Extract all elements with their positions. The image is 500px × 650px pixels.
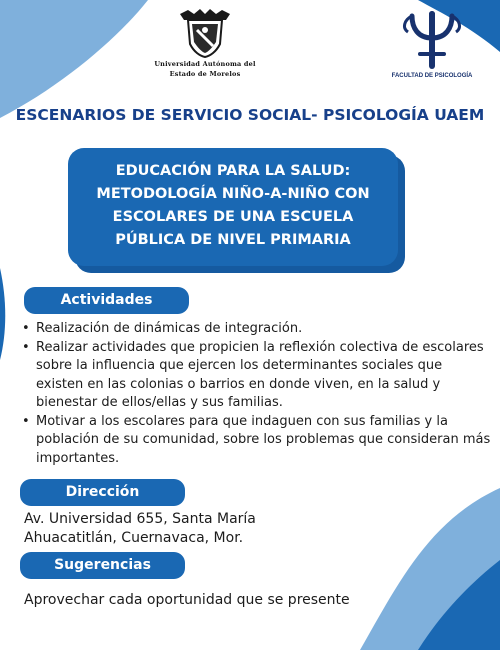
uaem-name-line2: Estado de Morelos	[169, 70, 241, 78]
title-box	[68, 148, 398, 266]
address	[24, 510, 256, 548]
main-title: ESCENARIOS DE SERVICIO SOCIAL- PSICOLOGÍA UAEM	[15, 106, 485, 124]
psicologia-name: FACULTAD DE PSICOLOGÍA	[391, 73, 473, 79]
uaem-name-line1: Universidad Autónoma del	[154, 60, 256, 68]
address-line-1: Av. Universidad 655, Santa María	[24, 511, 256, 527]
title-line-4: PÚBLICA DE NIVEL PRIMARIA	[115, 232, 351, 248]
psi-trident-icon	[396, 10, 468, 70]
title-line-2: METODOLOGÍA NIÑO-A-NIÑO CON	[96, 186, 370, 202]
title-line-3: ESCOLARES DE UNA ESCUELA	[112, 209, 354, 225]
actividades-heading: Actividades	[24, 287, 189, 314]
list-item: • Realizar actividades que propicien la reflexión colectiva de escolares sobre la influencia que ejercen los determinantes sociales que existen en las colonias o barrios en donde viven, en la salud y bienestar de ellos/ellas y sus familias.	[22, 339, 492, 413]
actividades-list	[22, 320, 492, 468]
list-item: • Realización de dinámicas de integración.	[22, 320, 492, 339]
psicologia-logo	[372, 10, 492, 79]
title-box-text	[68, 160, 398, 252]
top-left-wave	[0, 0, 148, 118]
sugerencias-text: Aprovechar cada oportunidad que se presente	[24, 592, 350, 608]
uaem-shield-icon	[176, 8, 234, 58]
uaem-logo	[150, 8, 260, 78]
list-item: • Motivar a los escolares para que indaguen con sus familias y la población de su comunidad, sobre los problemas que consideran más importantes.	[22, 413, 492, 469]
left-curve	[0, 268, 5, 360]
direccion-heading: Dirección	[20, 479, 185, 506]
address-line-2: Ahuacatitlán, Cuernavaca, Mor.	[24, 530, 244, 546]
title-line-1: EDUCACIÓN PARA LA SALUD:	[115, 163, 351, 179]
sugerencias-heading: Sugerencias	[20, 552, 185, 579]
